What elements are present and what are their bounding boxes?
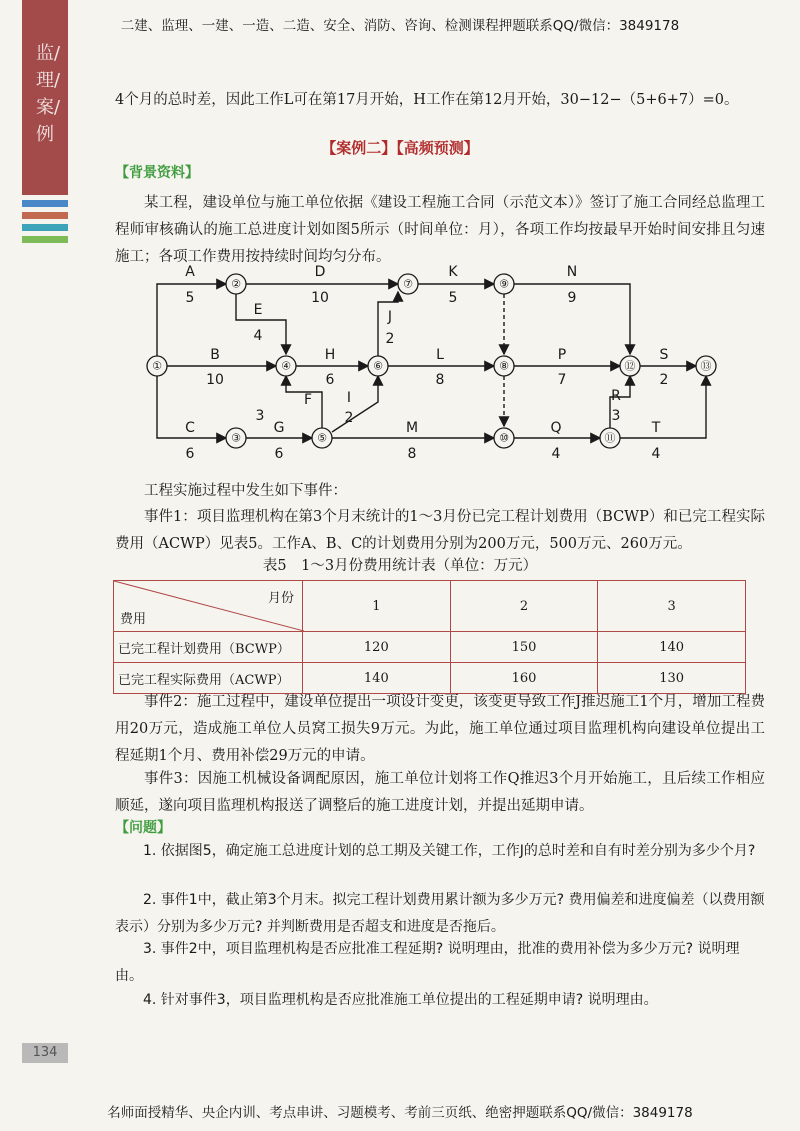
question-1: 1. 依据图5，确定施工总进度计划的总工期及关键工作，工作J的总时差和自有时差分别为多少个月? xyxy=(143,843,756,859)
activity-T-duration: 4 xyxy=(651,446,661,462)
case-title: 【案例二】【高频预测】 xyxy=(321,139,479,157)
activity-A-duration: 5 xyxy=(185,290,195,306)
node-5: ⑤ xyxy=(317,431,327,445)
questions-badge-text: 【问题】 xyxy=(115,820,171,836)
table-header-row xyxy=(114,581,746,632)
node-2: ② xyxy=(231,277,241,291)
page-header: 二建、监理、一建、一造、二造、安全、消防、咨询、检测课程押题联系QQ/微信：3849178 xyxy=(120,18,680,34)
node-13: ⑬ xyxy=(700,359,712,373)
activity-Q-duration: 4 xyxy=(551,446,561,462)
cost-table xyxy=(113,580,746,694)
node-11: ⑪ xyxy=(604,431,616,445)
activity-B-duration: 10 xyxy=(206,372,224,388)
node-10: ⑩ xyxy=(499,431,509,445)
table-cell: 130 xyxy=(598,663,746,694)
activity-C-duration: 6 xyxy=(185,446,195,462)
row-label: 已完工程实际费用（ACWP） xyxy=(114,663,303,694)
side-tab-text: 监/理/案/例 xyxy=(36,43,61,145)
activity-E-duration: 4 xyxy=(253,328,263,344)
table-caption: 表5 1～3月份费用统计表（单位：万元） xyxy=(262,558,538,574)
activity-Q-name: Q xyxy=(550,420,562,436)
background-paragraph: 某工程，建设单位与施工单位依据《建设工程施工合同（示范文本）》签订了施工合同经总监理工程师审核确认的施工总进度计划如图5所示（时间单位：月），各项工作均按最早开始时间安排且匀速施工；各项工作费用按持续时间均匀分布。 xyxy=(115,195,765,265)
question-3: 3. 事件2中，项目监理机构是否应批准工程延期? 说明理由，批准的费用补偿为多少万元? 说明理由。 xyxy=(115,941,740,984)
table-cell: 140 xyxy=(303,663,451,694)
activity-S-duration: 2 xyxy=(659,372,669,388)
table-row xyxy=(114,632,746,663)
side-stripe-2 xyxy=(22,212,68,219)
activity-G-name: G xyxy=(273,420,285,436)
activity-R-name: R xyxy=(611,388,621,404)
table-header-month: 2 xyxy=(450,581,598,632)
events-intro: 工程实施过程中发生如下事件： xyxy=(144,483,347,499)
activity-J-duration: 2 xyxy=(385,331,395,347)
activity-I-name: I xyxy=(346,390,352,406)
activity-N-name: N xyxy=(566,264,578,280)
arrow-I xyxy=(332,376,378,432)
question-2: 2. 事件1中，截止第3个月末。拟完工程计划费用累计额为多少万元? 费用偏差和进度偏差（以费用额表示）分别为多少万元? 并判断费用是否超支和进度是否拖后。 xyxy=(115,892,765,935)
activity-K-duration: 5 xyxy=(448,290,458,306)
activity-E-name: E xyxy=(253,302,263,318)
activity-J-name: J xyxy=(387,309,393,325)
table-header-month: 3 xyxy=(598,581,746,632)
activity-H-duration: 6 xyxy=(325,372,335,388)
table-cell: 120 xyxy=(303,632,451,663)
activity-D-duration: 10 xyxy=(311,290,329,306)
row-label: 已完工程计划费用（BCWP） xyxy=(114,632,303,663)
node-9: ⑨ xyxy=(499,277,509,291)
network-diagram xyxy=(140,262,730,472)
background-badge-text: 【背景资料】 xyxy=(115,165,199,181)
activity-T-name: T xyxy=(651,420,661,436)
table-corner-cell xyxy=(114,581,303,632)
activity-A-name: A xyxy=(185,264,195,280)
table-header-month: 1 xyxy=(303,581,451,632)
table-cell: 140 xyxy=(598,632,746,663)
node-3: ③ xyxy=(231,431,241,445)
table-cell: 150 xyxy=(450,632,598,663)
event-3: 事件3：因施工机械设备调配原因，施工单位计划将工作Q推迟3个月开始施工，且后续工作相应顺延，遂向项目监理机构报送了调整后的施工进度计划，并提出延期申请。 xyxy=(115,771,765,814)
background-badge xyxy=(115,162,199,182)
activity-M-duration: 8 xyxy=(407,446,417,462)
question-4: 4. 针对事件3，项目监理机构是否应批准施工单位提出的工程延期申请? 说明理由。 xyxy=(143,992,658,1008)
activity-N-duration: 9 xyxy=(567,290,577,306)
activity-B-name: B xyxy=(210,347,220,363)
page-number: 134 xyxy=(22,1043,68,1063)
activity-P-name: P xyxy=(557,347,567,363)
node-4: ④ xyxy=(281,359,291,373)
side-stripe-3 xyxy=(22,224,68,231)
page-footer: 名师面授精华、央企内训、考点串讲、习题模考、考前三页纸、绝密押题联系QQ/微信：3849178 xyxy=(107,1105,693,1121)
activity-M-name: M xyxy=(405,420,419,436)
activity-G-duration: 6 xyxy=(274,446,284,462)
intro-line: 4个月的总时差，因此工作L可在第17月开始，H工作在第12月开始，30−12−（5+6+7）=0。 xyxy=(115,92,739,108)
node-6: ⑥ xyxy=(373,359,383,373)
side-tab xyxy=(22,0,68,195)
node-8: ⑧ xyxy=(499,359,509,373)
questions-badge xyxy=(115,817,171,837)
activity-I-duration: 2 xyxy=(344,410,354,426)
activity-L-name: L xyxy=(436,347,444,363)
event-2: 事件2：施工过程中，建设单位提出一项设计变更，该变更导致工作J推迟施工1个月，增加工程费用20万元，造成施工单位人员窝工损失9万元。为此，施工单位通过项目监理机构向建设单位提出工程延期1个月、费用补偿29万元的申请。 xyxy=(115,694,765,764)
activity-L-duration: 8 xyxy=(435,372,445,388)
activity-K-name: K xyxy=(448,264,458,280)
activity-H-name: H xyxy=(324,347,336,363)
activity-P-duration: 7 xyxy=(557,372,567,388)
table-cell: 160 xyxy=(450,663,598,694)
node-7: ⑦ xyxy=(403,277,413,291)
corner-bottom-label: 费用 xyxy=(120,612,147,627)
activity-F-name: F xyxy=(303,392,313,408)
activity-R-duration: 3 xyxy=(611,408,621,424)
node-1: ① xyxy=(152,359,162,373)
node-12: ⑫ xyxy=(624,359,636,373)
side-stripe-1 xyxy=(22,200,68,207)
activity-F-duration: 3 xyxy=(255,408,265,424)
side-tab-label xyxy=(22,40,68,148)
side-stripe-4 xyxy=(22,236,68,243)
event-1: 事件1：项目监理机构在第3个月末统计的1～3月份已完工程计划费用（BCWP）和已完工程实际费用（ACWP）见表5。工作A、B、C的计划费用分别为200万元，500万元、260万元。 xyxy=(115,509,765,552)
activity-C-name: C xyxy=(185,420,195,436)
activity-S-name: S xyxy=(659,347,669,363)
corner-top-label: 月份 xyxy=(267,591,294,606)
activity-D-name: D xyxy=(314,264,326,280)
